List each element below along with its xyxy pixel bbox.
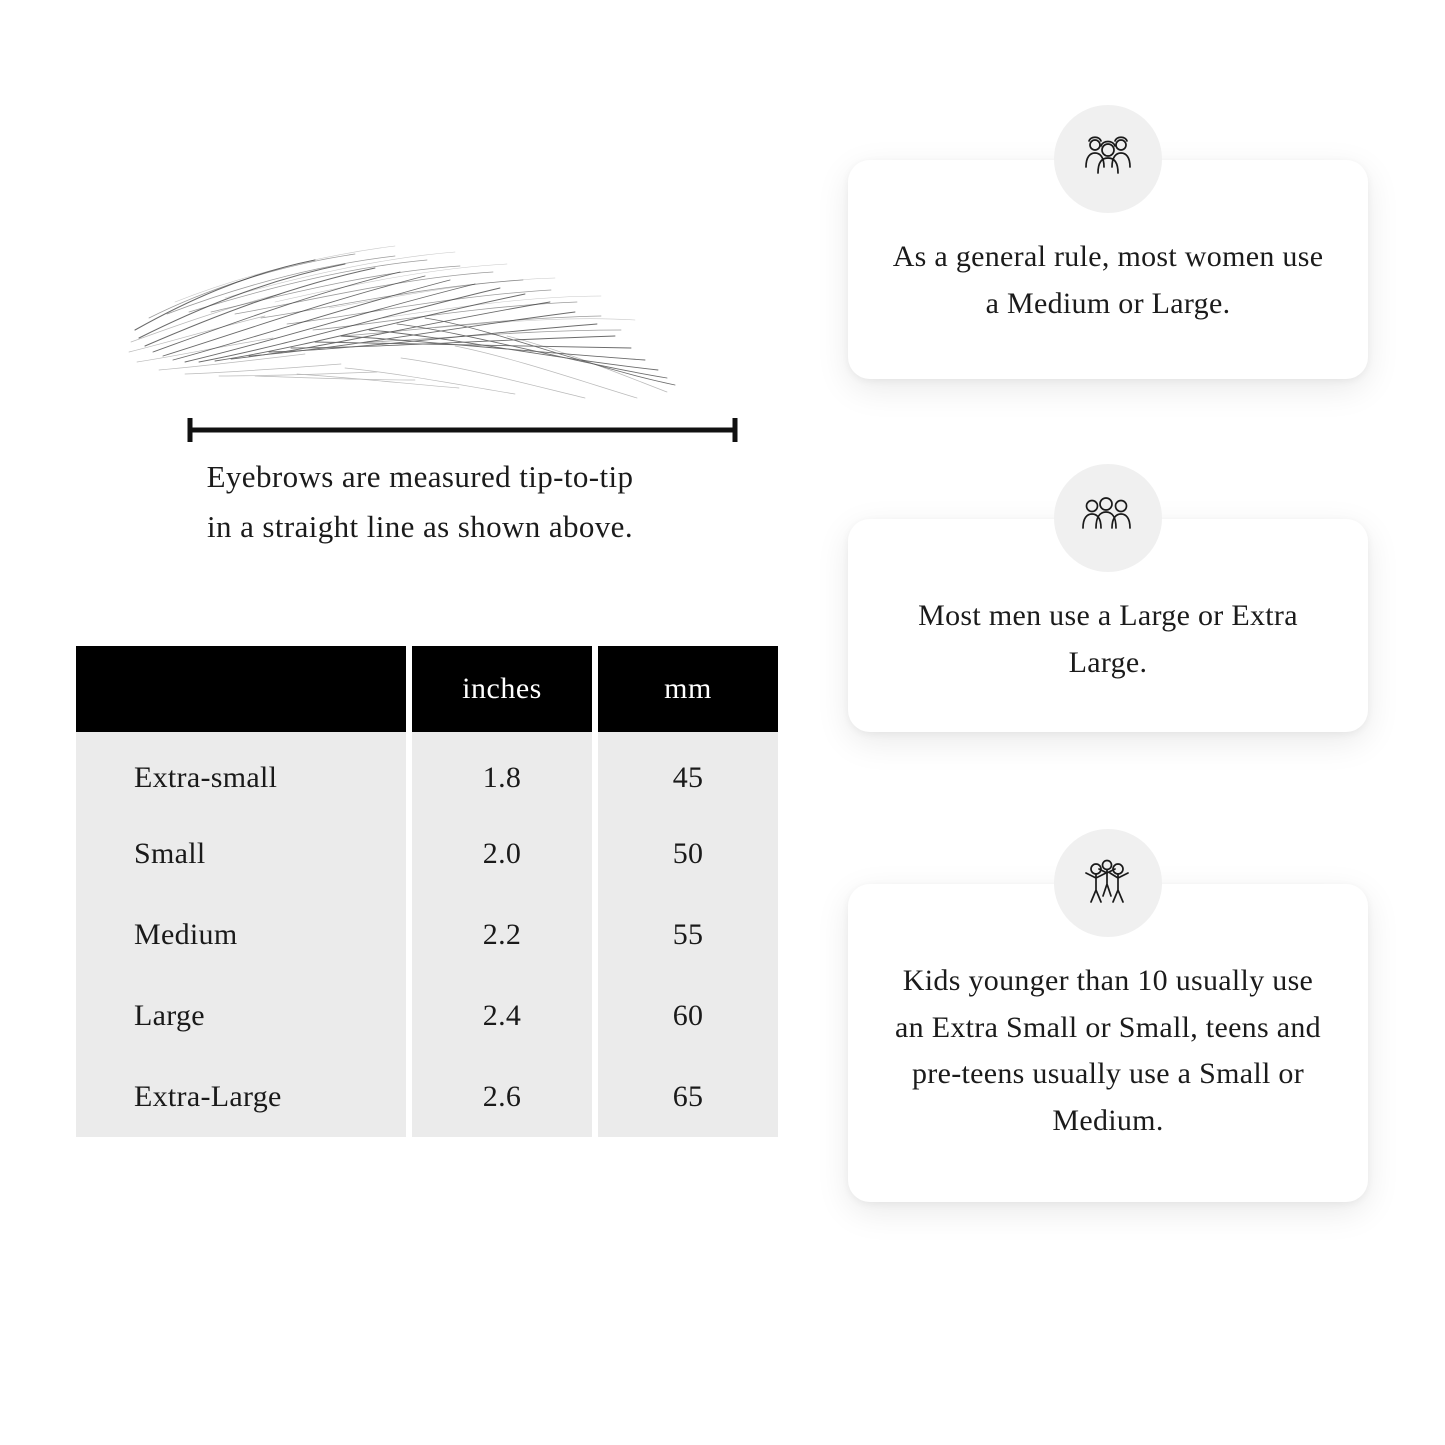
eyebrow-illustration: [115, 150, 755, 440]
table-header-row: [76, 646, 778, 732]
cell-size: Extra-small: [76, 732, 406, 813]
note-card-men: [848, 519, 1368, 732]
cell-size: Small: [76, 813, 406, 894]
note-card-women: [848, 160, 1368, 379]
caption-line-1: Eyebrows are measured tip-to-tip: [206, 459, 634, 494]
cell-inches: 2.0: [412, 813, 592, 894]
left-column: [70, 150, 770, 1137]
cell-mm: 55: [598, 894, 778, 975]
note-text-women: As a general rule, most women use a Medium or Large.: [892, 240, 1324, 320]
women-group-icon: [1054, 105, 1162, 213]
caption-line-2: in a straight line as shown above.: [207, 509, 633, 545]
notes-column: [848, 160, 1368, 1342]
measurement-ruler-icon: [185, 415, 740, 445]
table-header-mm: mm: [598, 646, 778, 732]
table-header-size: [76, 646, 406, 732]
cell-mm: 65: [598, 1056, 778, 1137]
cell-size: Extra-Large: [76, 1056, 406, 1137]
size-chart-table: [70, 646, 784, 1137]
cell-inches: 2.2: [412, 894, 592, 975]
table-row: [76, 1056, 778, 1137]
note-text-men: Most men use a Large or Extra Large.: [918, 599, 1298, 679]
cell-inches: 2.4: [412, 975, 592, 1056]
cell-inches: 2.6: [412, 1056, 592, 1137]
cell-size: Medium: [76, 894, 406, 975]
cell-size: Large: [76, 975, 406, 1056]
cell-inches: 1.8: [412, 732, 592, 813]
table-row: [76, 894, 778, 975]
measurement-caption: [70, 452, 770, 552]
note-text-kids: Kids younger than 10 usually use an Extra Small or Small, teens and pre-teens usually use a Small or Medium.: [895, 964, 1321, 1137]
eyebrow-graphic: [115, 210, 715, 410]
cell-mm: 60: [598, 975, 778, 1056]
note-card-kids: [848, 884, 1368, 1202]
cell-mm: 45: [598, 732, 778, 813]
table-row: [76, 732, 778, 813]
kids-group-icon: [1054, 829, 1162, 937]
table-header-inches: inches: [412, 646, 592, 732]
men-group-icon: [1054, 464, 1162, 572]
cell-mm: 50: [598, 813, 778, 894]
table-row: [76, 975, 778, 1056]
table-row: [76, 813, 778, 894]
